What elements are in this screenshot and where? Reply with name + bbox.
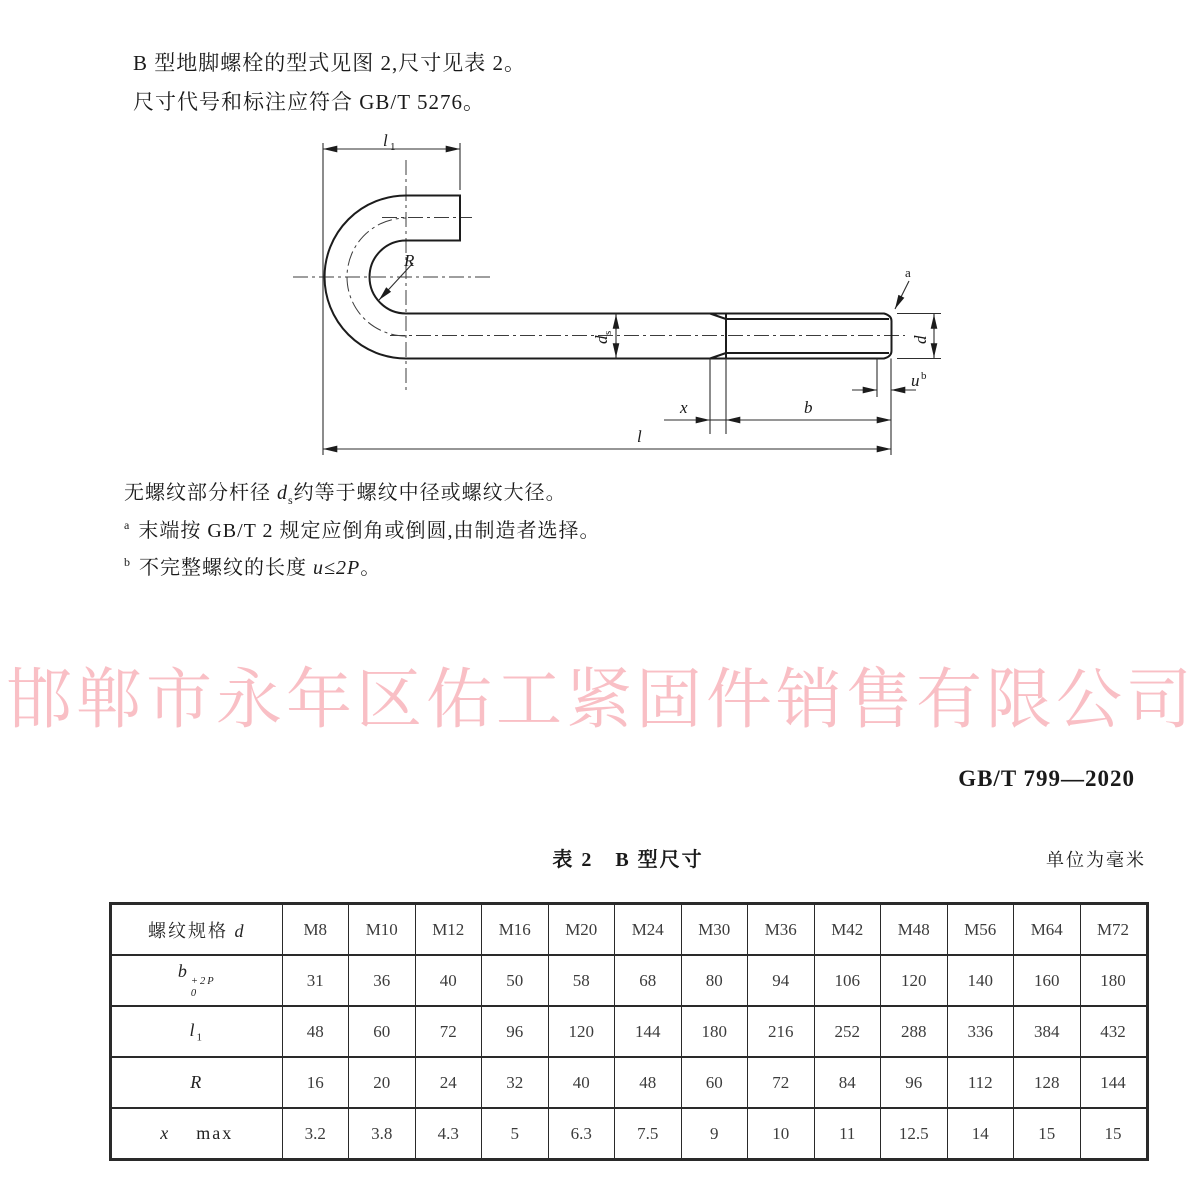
column-header: M42 <box>814 904 881 955</box>
unit-note: 单位为毫米 <box>1046 850 1146 870</box>
dim-label-R: R <box>404 251 415 270</box>
table-cell: 336 <box>947 1006 1014 1057</box>
dim-label-l: l <box>637 427 642 446</box>
dim-label-d: d <box>911 335 930 344</box>
note-a-marker: a <box>124 518 131 532</box>
table-cell: 16 <box>282 1057 349 1108</box>
dimension-l1 <box>323 131 460 455</box>
table-cell: 58 <box>548 955 615 1006</box>
column-header: M30 <box>681 904 748 955</box>
table-cell: 96 <box>482 1006 549 1057</box>
table-cell: 252 <box>814 1006 881 1057</box>
note-a: $^a$ 末端按 GB/T 2 规定应倒角或倒圆,由制造者选择。 <box>124 518 601 542</box>
row-label-l1: $l_1$ <box>111 1006 282 1057</box>
column-header: M10 <box>349 904 416 955</box>
intro-line-1: B 型地脚螺栓的型式见图 2,尺寸见表 2。 <box>133 51 527 75</box>
table-cell: 432 <box>1080 1006 1147 1057</box>
standard-code: GB/T 799—2020 <box>958 766 1135 791</box>
intro-paragraph <box>133 44 526 122</box>
table-cell: 140 <box>947 955 1014 1006</box>
dimension-u <box>852 359 927 456</box>
dimension-x-b <box>664 359 891 435</box>
column-header: M36 <box>748 904 815 955</box>
table-cell: 6.3 <box>548 1108 615 1159</box>
table-row-x-max <box>111 1108 1147 1159</box>
table-cell: 12.5 <box>881 1108 948 1159</box>
dimension-table <box>110 903 1148 1160</box>
table-cell: 48 <box>282 1006 349 1057</box>
table-cell: 144 <box>615 1006 682 1057</box>
table-cell: 14 <box>947 1108 1014 1159</box>
table-cell: 160 <box>1014 955 1081 1006</box>
table-cell: 144 <box>1080 1057 1147 1108</box>
table-cell: 20 <box>349 1057 416 1108</box>
dim-label-l1-sub: 1 <box>390 141 396 153</box>
dim-label-u-sup: b <box>921 370 927 382</box>
table-cell: 216 <box>748 1006 815 1057</box>
row-label-thread-spec: 螺纹规格 d <box>111 904 282 955</box>
figure-2-technical-drawing <box>280 128 970 473</box>
table-cell: 288 <box>881 1006 948 1057</box>
table-cell: 60 <box>681 1057 748 1108</box>
column-header: M56 <box>947 904 1014 955</box>
table-row-b <box>111 955 1147 1006</box>
row-label-b: b +2P 0 <box>111 955 282 1006</box>
row-label-R: R <box>111 1057 282 1108</box>
table-cell: 40 <box>415 955 482 1006</box>
table-row-l1 <box>111 1006 1147 1057</box>
column-header: M72 <box>1080 904 1147 955</box>
watermark-text: 邯郸市永年区佑工紧固件销售有限公司 <box>6 662 1196 736</box>
chamfer-leader-a <box>895 265 911 309</box>
table-cell: 180 <box>681 1006 748 1057</box>
table-cell: 36 <box>349 955 416 1006</box>
note-ds: 无螺纹部分杆径 $d_s$约等于螺纹中径或螺纹大径。 <box>124 482 567 507</box>
dim-label-b: b <box>804 398 813 417</box>
table-cell: 31 <box>282 955 349 1006</box>
ds-symbol: d <box>277 482 288 504</box>
table-cell: 48 <box>615 1057 682 1108</box>
table-cell: 3.8 <box>349 1108 416 1159</box>
centerlines <box>293 160 905 392</box>
table-cell: 80 <box>681 955 748 1006</box>
table-cell: 384 <box>1014 1006 1081 1057</box>
column-header: M48 <box>881 904 948 955</box>
table-caption: 表 2 B 型尺寸 <box>552 849 704 871</box>
table-cell: 11 <box>814 1108 881 1159</box>
table-cell: 15 <box>1080 1108 1147 1159</box>
dim-label-u: u <box>911 371 920 390</box>
intro-line-2: 尺寸代号和标注应符合 GB/T 5276。 <box>133 90 485 114</box>
table-cell: 4.3 <box>415 1108 482 1159</box>
table-cell: 10 <box>748 1108 815 1159</box>
table-cell: 50 <box>482 955 549 1006</box>
table-header-row <box>111 904 1147 955</box>
table-cell: 5 <box>482 1108 549 1159</box>
table-cell: 15 <box>1014 1108 1081 1159</box>
table-cell: 112 <box>947 1057 1014 1108</box>
table-cell: 3.2 <box>282 1108 349 1159</box>
table-cell: 40 <box>548 1057 615 1108</box>
table-cell: 96 <box>881 1057 948 1108</box>
dimension-R <box>379 251 415 300</box>
dimension-table-wrap <box>110 903 1148 1160</box>
column-header: M24 <box>615 904 682 955</box>
dim-label-x: x <box>680 398 688 417</box>
note-a-marker-label: a <box>905 265 911 280</box>
table-cell: 84 <box>814 1057 881 1108</box>
table-cell: 72 <box>748 1057 815 1108</box>
table-cell: 128 <box>1014 1057 1081 1108</box>
table-cell: 68 <box>615 955 682 1006</box>
table-cell: 94 <box>748 955 815 1006</box>
column-header: M16 <box>482 904 549 955</box>
dim-label-ds-sub: s <box>602 330 614 335</box>
dim-label-l1: l <box>383 131 388 150</box>
table-cell: 106 <box>814 955 881 1006</box>
column-header: M12 <box>415 904 482 955</box>
column-header: M8 <box>282 904 349 955</box>
note-b-marker: b <box>124 555 131 569</box>
column-header: M64 <box>1014 904 1081 955</box>
table-cell: 72 <box>415 1006 482 1057</box>
table-cell: 24 <box>415 1057 482 1108</box>
dim-label-ds: d <box>592 335 611 344</box>
dimension-l <box>323 427 891 449</box>
table-row-R <box>111 1057 1147 1108</box>
table-cell: 9 <box>681 1108 748 1159</box>
note-b: $^b$ 不完整螺纹的长度 u≤2P。 <box>124 555 382 579</box>
table-cell: 7.5 <box>615 1108 682 1159</box>
row-label-x-max: x max <box>111 1108 282 1159</box>
table-cell: 32 <box>482 1057 549 1108</box>
table-cell: 60 <box>349 1006 416 1057</box>
column-header: M20 <box>548 904 615 955</box>
table-cell: 180 <box>1080 955 1147 1006</box>
table-cell: 120 <box>881 955 948 1006</box>
table-cell: 120 <box>548 1006 615 1057</box>
